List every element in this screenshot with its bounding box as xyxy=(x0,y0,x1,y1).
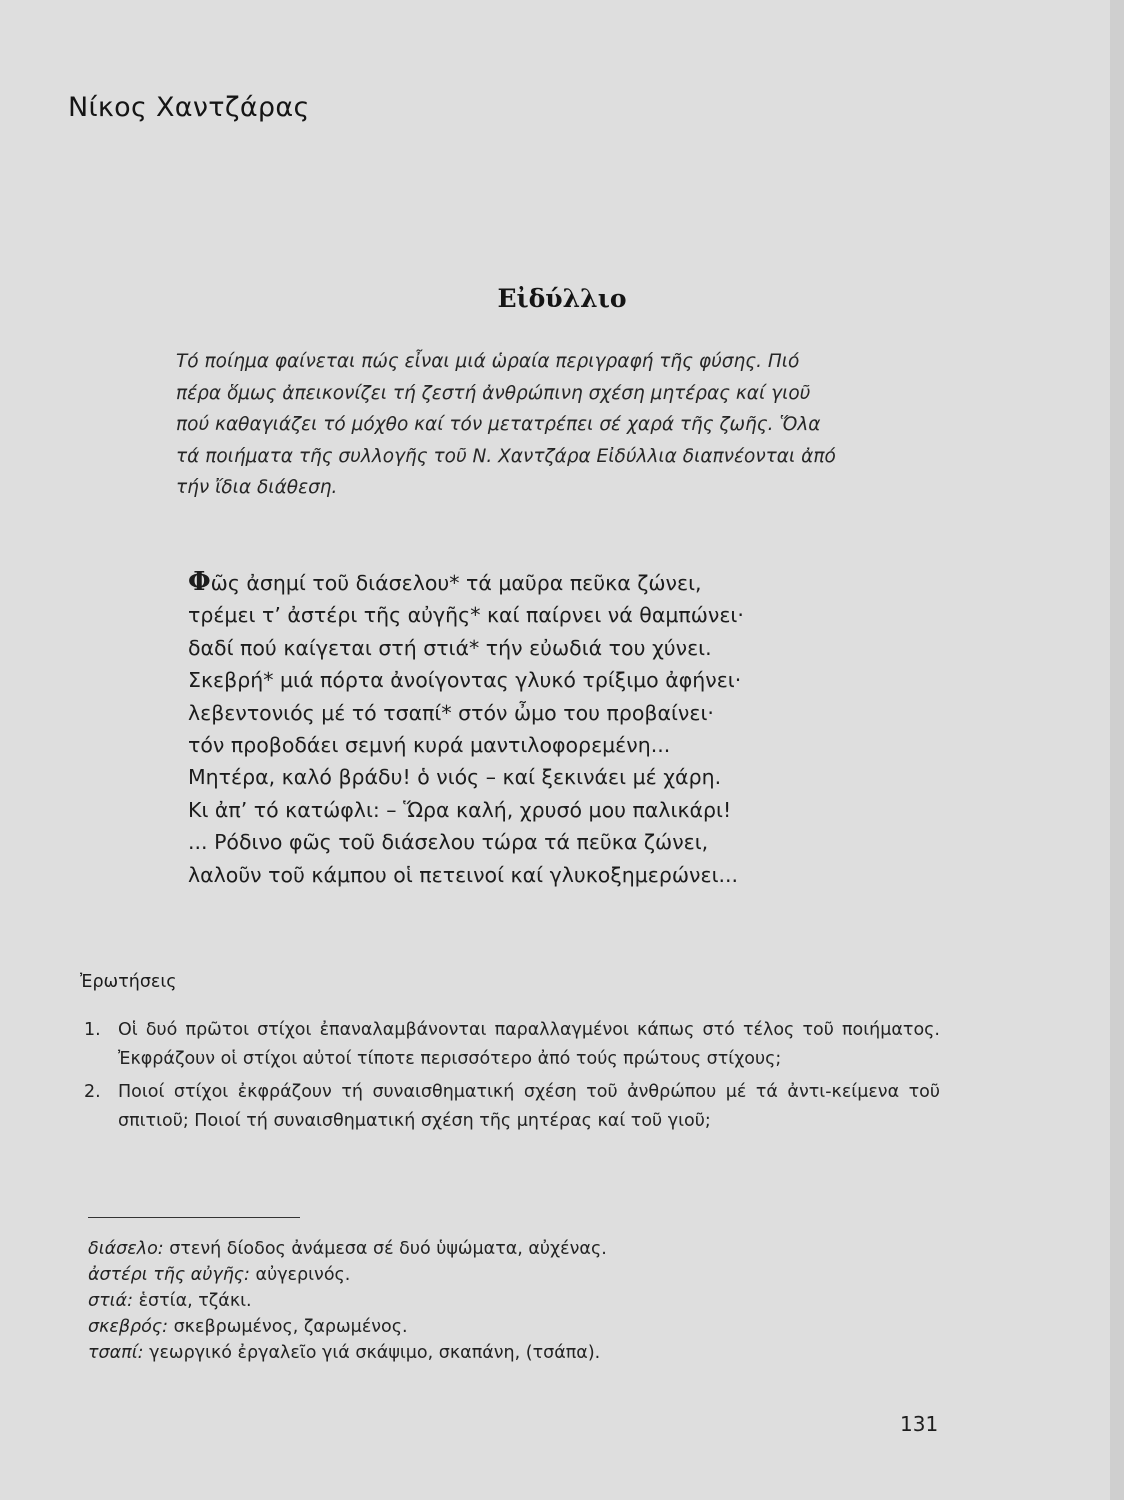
poem-line: Μητέρα, καλό βράδυ! ὁ νιός – καί ξεκινάει μέ χάρη. xyxy=(188,765,722,790)
question-number: 2. xyxy=(84,1082,101,1102)
question-item xyxy=(84,1078,940,1135)
footnote xyxy=(88,1340,948,1366)
footnote-term: στιά: xyxy=(88,1291,133,1311)
footnote-definition: γεωργικό ἐργαλεῖο γιά σκάψιμο, σκαπάνη, (τσάπα). xyxy=(149,1343,601,1363)
page-edge xyxy=(1110,0,1124,1500)
intro-line: πέρα ὅμως ἀπεικονίζει τή ζεστή ἀνθρώπινη σχέση μητέρας καί γιοῦ xyxy=(176,382,811,404)
poem-line: ... Ρόδινο φῶς τοῦ διάσελου τώρα τά πεῦκα ζώνει, xyxy=(188,830,709,855)
page-number: 131 xyxy=(900,1412,939,1436)
poem-line: Κι ἀπ’ τό κατώφλι: – Ὥρα καλή, χρυσό μου παλικάρι! xyxy=(188,797,732,822)
poem-line: δαδί πού καίγεται στή στιά* τήν εὐωδιά του χύνει. xyxy=(188,635,712,660)
author-name: Νίκος Χαντζάρας xyxy=(68,92,310,123)
footnote-definition: σκεβρωμένος, ζαρωμένος. xyxy=(173,1317,408,1337)
intro-line: τά ποιήματα τῆς συλλογῆς τοῦ Ν. Χαντζάρα Εἰδύλλια διαπνέονται ἀπό xyxy=(176,445,836,467)
poem-line: τόν προβοδάει σεμνή κυρά μαντιλοφορεμένη... xyxy=(188,733,671,758)
poem-line xyxy=(188,566,908,599)
question-text: Οἱ δυό πρῶτοι στίχοι ἐπαναλαμβάνονται παραλλαγμένοι κάπως στό τέλος τοῦ ποιήματος. Ἐκφράζουν οἱ στίχοι αὐτοί τίποτε περισσότερο ἀπό τούς πρώτους στίχους; xyxy=(118,1020,940,1069)
footnote-term: τσαπί: xyxy=(88,1343,144,1363)
questions-heading: Ἐρωτήσεις xyxy=(80,972,177,992)
poem-title: Εἰδύλλιο xyxy=(497,284,627,313)
footnote-divider xyxy=(88,1217,300,1218)
footnote-definition: ἑστία, τζάκι. xyxy=(138,1291,252,1311)
question-text: Ποιοί στίχοι ἐκφράζουν τή συναισθηματική σχέση τοῦ ἀνθρώπου μέ τά ἀντι-κείμενα τοῦ σπιτιοῦ; Ποιοί τή συναισθηματική σχέση τῆς μητέρας καί τοῦ γιοῦ; xyxy=(118,1082,940,1131)
intro-line: πού καθαγιάζει τό μόχθο καί τόν μετατρέπει σέ χαρά τῆς ζωῆς. Ὅλα xyxy=(176,414,821,435)
intro-line: Τό ποίημα φαίνεται πώς εἶναι μιά ὡραία περιγραφή τῆς φύσης. Πιό xyxy=(176,351,800,372)
poem-body xyxy=(188,566,908,891)
footnote-term: διάσελο: xyxy=(88,1239,164,1259)
question-number: 1. xyxy=(84,1020,101,1040)
footnote xyxy=(88,1314,948,1340)
intro-paragraph xyxy=(176,346,926,504)
poem-line: Σκεβρή* μιά πόρτα ἀνοίγοντας γλυκό τρίξιμο ἀφήνει· xyxy=(188,668,742,693)
footnote-term: σκεβρός: xyxy=(88,1317,169,1337)
poem-line: λεβεντονιός μέ τό τσαπί* στόν ὦμο του προβαίνει· xyxy=(188,700,714,725)
intro-line: τήν ἴδια διάθεση. xyxy=(176,477,338,498)
footnote-definition: στενή δίοδος ἀνάμεσα σέ δυό ὑψώματα, αὐχένας. xyxy=(169,1239,607,1259)
poem-line: λαλοῦν τοῦ κάμπου οἱ πετεινοί καί γλυκοξημερώνει... xyxy=(188,862,739,887)
footnote xyxy=(88,1236,948,1262)
footnote-definition: αὐγερινός. xyxy=(255,1265,351,1285)
footnote xyxy=(88,1262,948,1288)
questions-list xyxy=(84,1016,940,1135)
footnote xyxy=(88,1288,948,1314)
poem-first-line-text: ῶς ἀσημί τοῦ διάσελου* τά μαῦρα πεῦκα ζώνει, xyxy=(210,571,702,595)
footnote-term: ἀστέρι τῆς αὐγῆς: xyxy=(88,1265,250,1285)
question-item xyxy=(84,1016,940,1073)
poem-line: τρέμει τ’ ἀστέρι τῆς αὐγῆς* καί παίρνει νά θαμπώνει· xyxy=(188,603,744,628)
poem-dropcap: Φ xyxy=(188,567,211,597)
footnotes xyxy=(88,1236,948,1366)
